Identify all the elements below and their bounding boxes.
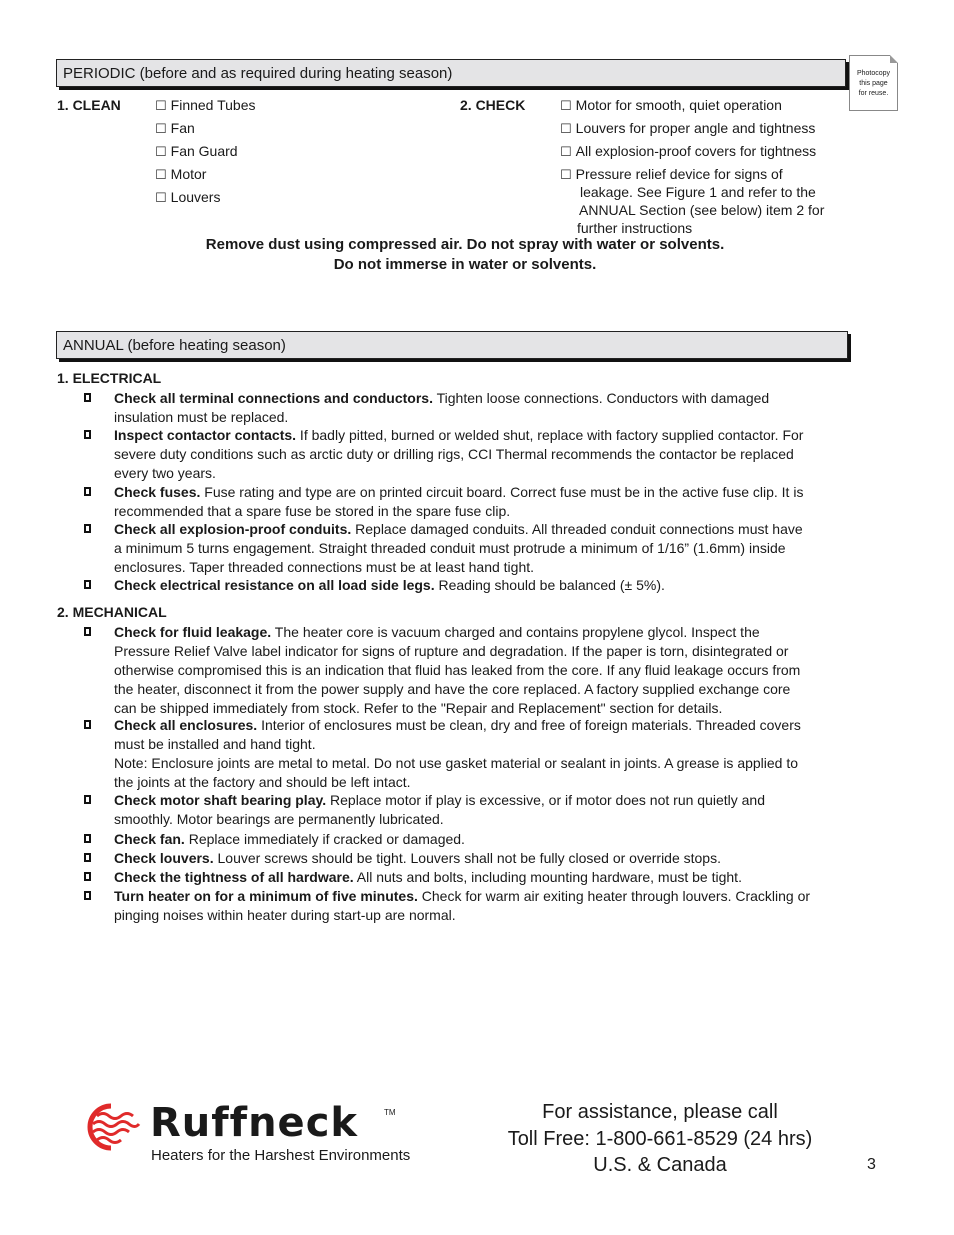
checklist-line: Check for warm air exiting heater through louvers. Crackling or	[417, 888, 811, 904]
checklist-line: Replace immediately if cracked or damaged.	[184, 831, 465, 847]
checklist-text	[114, 623, 854, 718]
clean-label: 1. CLEAN	[57, 97, 121, 113]
checklist-text	[114, 520, 854, 577]
checklist-bold-lead: Check all explosion-proof conduits.	[114, 521, 352, 537]
checkbox-icon: ☐	[560, 167, 572, 182]
trademark-mark: TM	[384, 1108, 396, 1117]
checkbox-icon	[84, 853, 91, 862]
clean-item: ☐ Fan Guard	[155, 143, 238, 159]
checklist-bold-lead: Check for fluid leakage.	[114, 624, 272, 640]
checkbox-icon: ☐	[155, 167, 167, 182]
checkbox-icon: ☐	[155, 98, 167, 113]
checklist-line: All nuts and bolts, including mounting hardware, must be tight.	[353, 869, 742, 885]
checklist-line: enclosures. Taper threaded connections must be at least hand tight.	[114, 559, 535, 575]
mechanical-heading: 2. MECHANICAL	[57, 604, 167, 620]
checklist-bold-lead: Check all enclosures.	[114, 717, 258, 733]
assistance-contact	[480, 1099, 840, 1179]
check-item: ☐ Pressure relief device for signs of	[560, 166, 783, 182]
clean-item: ☐ Finned Tubes	[155, 97, 256, 113]
checklist-line: Replace damaged conduits. All threaded conduit connections must have	[351, 521, 803, 537]
checklist-item	[84, 483, 854, 521]
checklist-bold-lead: Check fuses.	[114, 484, 201, 500]
checkbox-icon	[84, 891, 91, 900]
checklist-bold-lead: Turn heater on for a minimum of five minutes.	[114, 888, 418, 904]
clean-item: ☐ Louvers	[155, 189, 221, 205]
warning-line: Remove dust using compressed air. Do not spray with water or solvents.	[205, 236, 725, 253]
checklist-item	[84, 830, 854, 849]
checkbox-icon: ☐	[155, 121, 167, 136]
checklist-line: severe duty conditions such as arctic duty or drilling rigs, CCI Thermal recommends the contactor be replaced	[114, 446, 794, 462]
checkbox-icon	[84, 430, 91, 439]
checklist-text	[114, 426, 854, 483]
brand-tagline: Heaters for the Harshest Environments	[151, 1147, 411, 1164]
checklist-item	[84, 389, 854, 427]
checklist-line: Louver screws should be tight. Louvers shall not be fully closed or override stops.	[213, 850, 721, 866]
checkbox-icon: ☐	[155, 144, 167, 159]
checklist-bold-lead: Check motor shaft bearing play.	[114, 792, 327, 808]
check-label: 2. CHECK	[460, 97, 526, 113]
clean-item: ☐ Motor	[155, 166, 207, 182]
checkbox-icon: ☐	[560, 121, 572, 136]
checklist-line: must be installed and hand tight.	[114, 736, 316, 752]
check-continuation	[578, 183, 824, 237]
checklist-item	[84, 887, 854, 925]
checklist-bold-lead: Check fan.	[114, 831, 185, 847]
checkbox-icon	[84, 834, 91, 843]
checklist-text	[114, 849, 854, 868]
checklist-text	[114, 830, 854, 849]
checklist-line: Replace motor if play is excessive, or if motor does not run quietly and	[326, 792, 765, 808]
checklist-bold-lead: Inspect contactor contacts.	[114, 427, 297, 443]
check-item: ☐ Motor for smooth, quiet operation	[560, 97, 782, 113]
checklist-text	[114, 389, 854, 427]
checklist-text	[114, 716, 854, 792]
check-item: ☐ All explosion-proof covers for tightness	[560, 143, 817, 159]
contact-line: For assistance, please call	[542, 1101, 778, 1123]
checklist-bold-lead: Check the tightness of all hardware.	[114, 869, 354, 885]
checkbox-icon: ☐	[155, 190, 167, 205]
checklist-line: every two years.	[114, 465, 216, 481]
brand-name: Ruffneck	[150, 1100, 358, 1146]
continuation-line: ANNUAL Section (see below) item 2 for	[579, 202, 825, 218]
checklist-line: Pressure Relief Valve label indicator for signs of rupture and degradation. If the paper is torn, disintegrated or	[114, 643, 789, 659]
continuation-line: leakage. See Figure 1 and refer to the	[580, 184, 816, 200]
checklist-text	[114, 483, 854, 521]
checklist-bold-lead: Check all terminal connections and conductors.	[114, 390, 433, 406]
checklist-text	[114, 868, 854, 887]
checkbox-icon	[84, 580, 91, 589]
checkbox-icon: ☐	[560, 144, 572, 159]
checklist-item	[84, 868, 854, 887]
checklist-text	[114, 576, 854, 595]
ruffneck-logo	[83, 1102, 143, 1157]
warning-line: Do not immerse in water or solvents.	[333, 256, 597, 273]
photocopy-line: this page	[859, 80, 888, 87]
checklist-item	[84, 520, 854, 577]
checkbox-icon: ☐	[560, 98, 572, 113]
check-list	[560, 94, 816, 186]
checklist-line: Tighten loose connections. Conductors with damaged	[432, 390, 770, 406]
checklist-text	[114, 887, 854, 925]
checklist-item	[84, 849, 854, 868]
checkbox-icon	[84, 487, 91, 496]
checklist-item	[84, 623, 854, 718]
check-item: ☐ Louvers for proper angle and tightness	[560, 120, 816, 136]
photocopy-line: Photocopy	[856, 70, 891, 77]
checklist-line: Fuse rating and type are on printed circuit board. Correct fuse must be in the active fuse clip. It is	[200, 484, 804, 500]
checklist-line: a minimum 5 turns engagement. Straight threaded conduit must protrude a minimum of 1/16” (1.6mm) inside	[114, 540, 786, 556]
checklist-bold-lead: Check electrical resistance on all load side legs.	[114, 577, 435, 593]
photocopy-line: for reuse.	[858, 90, 889, 97]
checklist-line: The heater core is vacuum charged and contains propylene glycol. Inspect the	[271, 624, 760, 640]
checklist-item	[84, 576, 854, 595]
checkbox-icon	[84, 627, 91, 636]
checklist-line: Note: Enclosure joints are metal to metal. Do not use gasket material or sealant in joints. A grease is applied to	[114, 755, 799, 771]
periodic-header: PERIODIC (before and as required during heating season)	[56, 59, 846, 87]
flame-waves-icon	[83, 1102, 143, 1152]
checklist-line: pinging noises within heater during start-up are normal.	[114, 907, 456, 923]
checkbox-icon	[84, 872, 91, 881]
clean-item: ☐ Fan	[155, 120, 195, 136]
checklist-item	[84, 791, 854, 829]
checklist-line: Reading should be balanced (± 5%).	[434, 577, 665, 593]
checklist-item	[84, 426, 854, 483]
checklist-line: the joints at the factory and should be left intact.	[114, 774, 411, 790]
checklist-line: can be shipped immediately from stock. Refer to the "Repair and Replacement" section for details.	[114, 700, 723, 716]
checklist-line: If badly pitted, burned or welded shut, replace with factory supplied contactor. For	[296, 427, 804, 443]
checklist-line: the heater, disconnect it from the power supply and have the core replaced. A factory supplied exchange core	[114, 681, 791, 697]
continuation-line: further instructions	[577, 220, 693, 236]
checkbox-icon	[84, 524, 91, 533]
cleaning-warning	[130, 235, 800, 275]
contact-line: Toll Free: 1-800-661-8529 (24 hrs)	[507, 1127, 813, 1150]
checkbox-icon	[84, 720, 91, 729]
photocopy-note	[849, 55, 898, 111]
checklist-item	[84, 716, 854, 792]
checklist-line: smoothly. Motor bearings are permanently lubricated.	[114, 811, 444, 827]
checklist-line: recommended that a spare fuse be stored in the spare fuse clip.	[114, 503, 511, 519]
clean-list	[155, 94, 256, 209]
annual-header: ANNUAL (before heating season)	[56, 331, 848, 359]
checklist-line: insulation must be replaced.	[114, 409, 289, 425]
contact-line: U.S. & Canada	[593, 1154, 727, 1176]
checklist-line: Interior of enclosures must be clean, dry and free of foreign materials. Threaded covers	[257, 717, 801, 733]
checklist-bold-lead: Check louvers.	[114, 850, 214, 866]
checklist-text	[114, 791, 854, 829]
electrical-heading: 1. ELECTRICAL	[57, 370, 162, 386]
page-number: 3	[867, 1156, 876, 1173]
checkbox-icon	[84, 795, 91, 804]
checkbox-icon	[84, 393, 91, 402]
checklist-line: otherwise compromised this is an indication that fluid has leaked from the core. If any fluid leakage occurs from	[114, 662, 801, 678]
